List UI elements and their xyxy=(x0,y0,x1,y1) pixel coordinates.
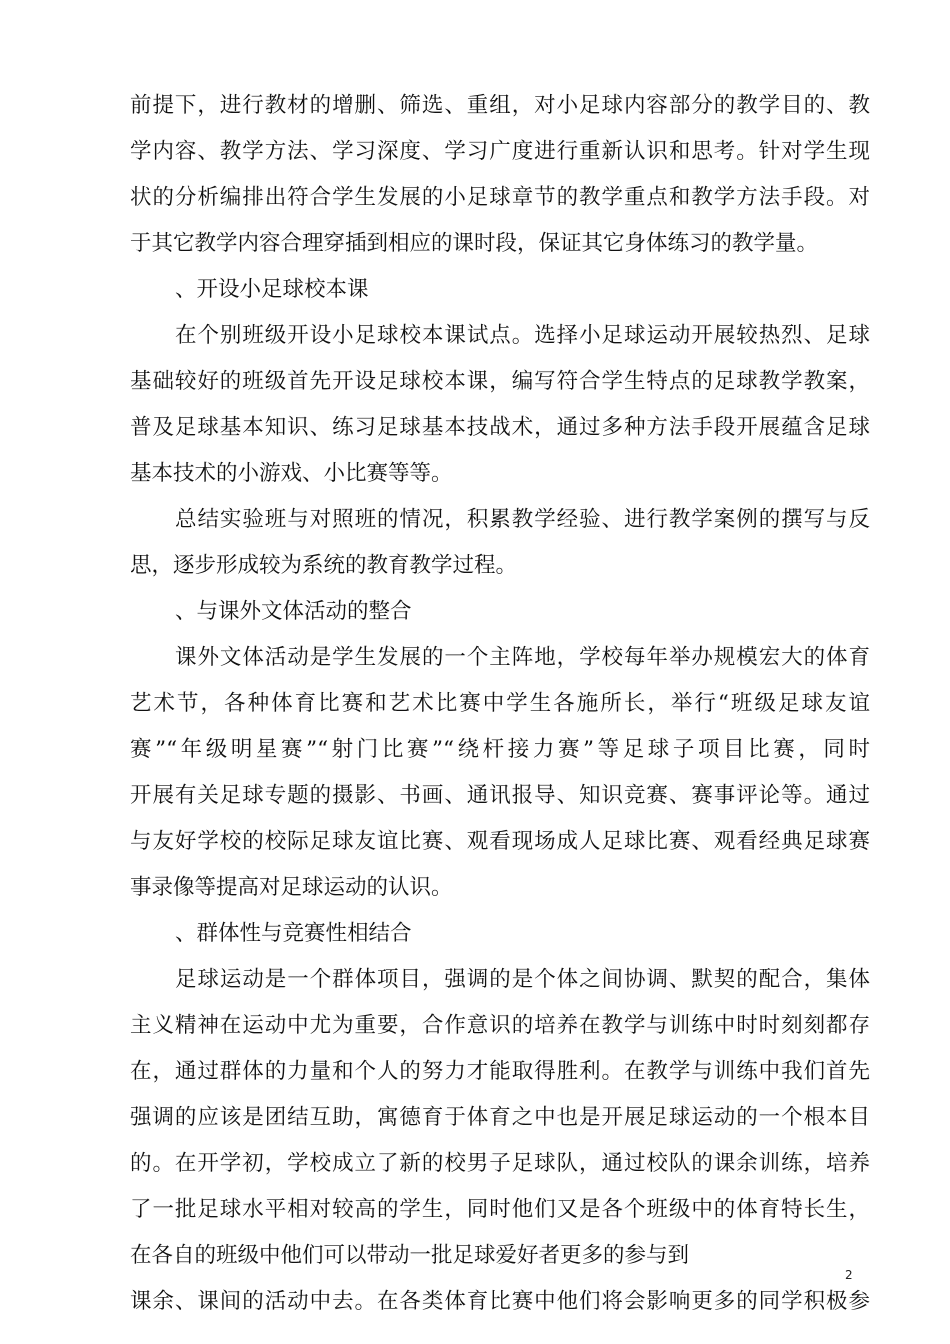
paragraph-line: 了一批足球水平相对较高的学生，同时他们又是各个班级中的体育特长生， xyxy=(130,1197,870,1222)
paragraph-line: 思，逐步形成较为系统的教育教学过程。 xyxy=(130,553,518,578)
paragraph-line: 开展有关足球专题的摄影、书画、通讯报导、知识竞赛、赛事评论等。通过 xyxy=(130,783,870,808)
paragraph-line: 艺术节，各种体育比赛和艺术比赛中学生各施所长，举行“班级足球友谊 xyxy=(130,691,870,716)
paragraph-line: 强调的应该是团结互助，寓德育于体育之中也是开展足球运动的一个根本目 xyxy=(130,1105,870,1130)
paragraph-line: 状的分析编排出符合学生发展的小足球章节的教学重点和教学方法手段。对 xyxy=(130,185,870,210)
paragraph-line: 赛”“年级明星赛”“射门比赛”“绕杆接力赛”等足球子项目比赛，同时 xyxy=(130,737,870,762)
paragraph-line: 在个别班级开设小足球校本课试点。选择小足球运动开展较热烈、足球 xyxy=(175,323,870,348)
paragraph-line: 基础较好的班级首先开设足球校本课，编写符合学生特点的足球教学教案， xyxy=(130,369,870,394)
paragraph-line: 事录像等提高对足球运动的认识。 xyxy=(130,875,453,900)
paragraph-line: 前提下，进行教材的增删、筛选、重组，对小足球内容部分的教学目的、教 xyxy=(130,93,870,118)
section-heading: 、开设小足球校本课 xyxy=(175,277,369,302)
section-heading: 、与课外文体活动的整合 xyxy=(175,599,412,624)
paragraph-line: 基本技术的小游戏、小比赛等等。 xyxy=(130,461,453,486)
paragraph-line: 学内容、教学方法、学习深度、学习广度进行重新认识和思考。针对学生现 xyxy=(130,139,870,164)
paragraph-line: 总结实验班与对照班的情况，积累教学经验、进行教学案例的撰写与反 xyxy=(175,507,870,532)
paragraph-line: 普及足球基本知识、练习足球基本技战术，通过多种方法手段开展蕴含足球 xyxy=(130,415,870,440)
paragraph-line: 在，通过群体的力量和个人的努力才能取得胜利。在教学与训练中我们首先 xyxy=(130,1059,870,1084)
section-heading: 、群体性与竞赛性相结合 xyxy=(175,921,412,946)
paragraph-line: 于其它教学内容合理穿插到相应的课时段，保证其它身体练习的教学量。 xyxy=(130,231,819,256)
paragraph-line: 课余、课间的活动中去。在各类体育比赛中他们将会影响更多的同学积极参 xyxy=(130,1289,870,1314)
paragraph-line: 与友好学校的校际足球友谊比赛、观看现场成人足球比赛、观看经典足球赛 xyxy=(130,829,870,854)
paragraph-line: 主义精神在运动中尤为重要，合作意识的培养在教学与训练中时时刻刻都存 xyxy=(130,1013,870,1038)
paragraph-line: 的。在开学初，学校成立了新的校男子足球队，通过校队的课余训练，培养 xyxy=(130,1151,870,1176)
page-number: 2 xyxy=(845,1268,853,1282)
paragraph-line: 足球运动是一个群体项目，强调的是个体之间协调、默契的配合，集体 xyxy=(175,967,870,992)
paragraph-line: 在各自的班级中他们可以带动一批足球爱好者更多的参与到 xyxy=(130,1243,690,1268)
paragraph-line: 课外文体活动是学生发展的一个主阵地，学校每年举办规模宏大的体育 xyxy=(175,645,870,670)
